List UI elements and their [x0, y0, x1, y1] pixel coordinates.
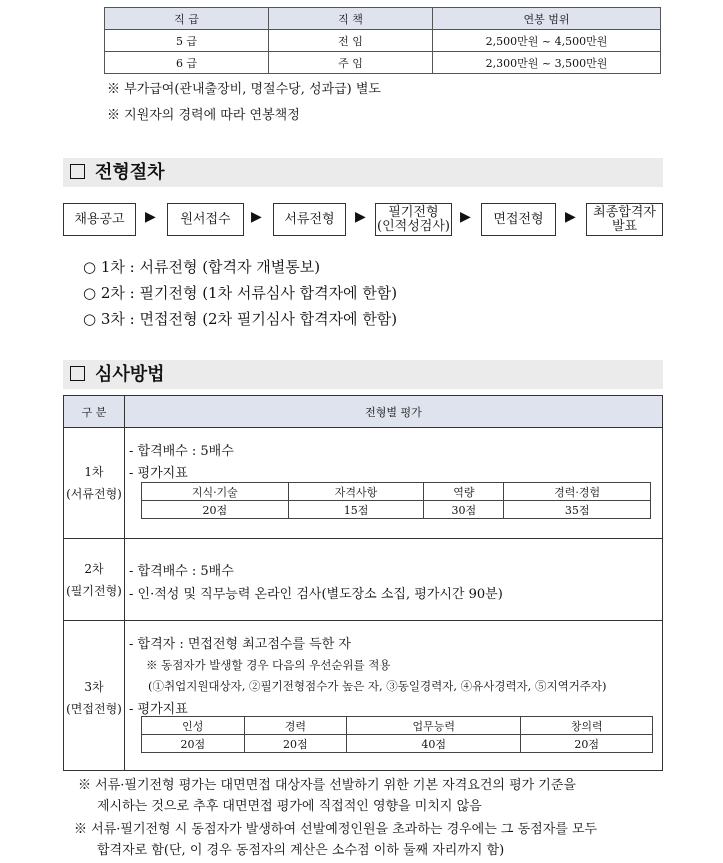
- eval-header-category: 구 분: [64, 396, 124, 428]
- salary-cell: 5 급: [105, 30, 269, 52]
- arrow-right-icon: ▶: [145, 209, 156, 225]
- process-step: [63, 203, 136, 236]
- section-heading-evaluation: [63, 360, 663, 389]
- step-label: 서류전형: [284, 211, 335, 227]
- round3-note: ※ 동점자가 발생할 경우 다음의 우선순위를 적용: [146, 658, 391, 672]
- criteria-cell: 지식·기술: [142, 483, 289, 501]
- section-title: 심사방법: [95, 364, 165, 385]
- step-label: 면접전형: [493, 211, 544, 227]
- score-cell: 15점: [288, 501, 424, 519]
- round3-note: (①취업지원대상자, ②필기전형점수가 높은 자, ③동일경력자, ④유사경력자, ⑤지역거주자): [148, 679, 607, 693]
- table-row: [142, 735, 653, 753]
- arrow-right-icon: ▶: [251, 209, 262, 225]
- eval-header-evaluation: 전형별 평가: [125, 396, 662, 428]
- salary-cell: 전 임: [269, 30, 433, 52]
- round3-line: - 합격자 : 면접전형 최고점수를 득한 자: [129, 637, 351, 652]
- score-cell: 20점: [142, 501, 289, 519]
- footnote: ※ 서류·필기전형 평가는 대면면접 대상자를 선발하기 위한 기본 자격요건의 평가 기준을: [78, 778, 576, 793]
- score-cell: 20점: [521, 735, 653, 753]
- process-step: [273, 203, 346, 236]
- divider: [124, 396, 125, 770]
- round-label: 3차: [84, 680, 104, 694]
- score-cell: 20점: [244, 735, 347, 753]
- arrow-right-icon: ▶: [565, 209, 576, 225]
- score-cell: 35점: [504, 501, 651, 519]
- process-step: [586, 203, 663, 236]
- footnote: 합격자로 함(단, 이 경우 동점자의 계산은 소수점 이하 둘째 자리까지 함): [97, 843, 505, 858]
- arrow-right-icon: ▶: [460, 209, 471, 225]
- stage-item: ○ 1차 : 서류전형 (합격자 개별통보): [83, 258, 321, 276]
- criteria-cell: 창의력: [521, 717, 653, 735]
- stage-item: ○ 2차 : 필기전형 (1차 서류심사 합격자에 한함): [83, 284, 398, 302]
- round2-line: - 인·적성 및 직무능력 온라인 검사(별도장소 소집, 평가시간 90분): [129, 587, 503, 602]
- salary-header-position: 직 책: [269, 8, 433, 30]
- section-heading-process: [63, 158, 663, 187]
- step-sublabel: (인적성검사): [377, 218, 450, 234]
- table-row: [142, 717, 653, 735]
- salary-cell: 2,500만원 ~ 4,500만원: [433, 30, 661, 52]
- score-cell: 20점: [142, 735, 245, 753]
- salary-cell: 2,300만원 ~ 3,500만원: [433, 52, 661, 74]
- stage-item: ○ 3차 : 면접전형 (2차 필기심사 합격자에 한함): [83, 310, 398, 328]
- arrow-right-icon: ▶: [355, 209, 366, 225]
- score-cell: 40점: [347, 735, 521, 753]
- process-step: [167, 203, 244, 236]
- round2-label-cell: [64, 558, 124, 602]
- criteria-cell: 자격사항: [288, 483, 424, 501]
- round3-label-cell: [64, 676, 124, 720]
- salary-cell: 6 급: [105, 52, 269, 74]
- footnote: ※ 서류·필기전형 시 동점자가 발생하여 선발예정인원을 초과하는 경우에는 그 동점자를 모두: [74, 822, 598, 837]
- checkbox-square-icon: [70, 164, 85, 179]
- process-step: [481, 203, 556, 236]
- step-label: 원서접수: [180, 211, 231, 227]
- round1-label-cell: [64, 461, 124, 505]
- round3-line: - 평가지표: [129, 702, 188, 717]
- round-sublabel: (필기전형): [66, 584, 122, 598]
- round-label: 2차: [84, 562, 104, 576]
- round-label: 1차: [84, 465, 104, 479]
- step-sublabel: 발표: [611, 218, 638, 234]
- score-cell: 30점: [424, 501, 504, 519]
- step-label: 채용공고: [74, 211, 125, 227]
- footnote: 제시하는 것으로 추후 대면면접 평가에 직접적인 영향을 미치지 않음: [97, 799, 482, 814]
- round3-criteria-table: [141, 716, 653, 753]
- table-row: [105, 52, 661, 74]
- round-sublabel: (서류전형): [66, 487, 122, 501]
- step-label: 최종합격자: [593, 204, 656, 220]
- table-row: [142, 483, 651, 501]
- round1-line: - 합격배수 : 5배수: [129, 444, 234, 459]
- criteria-cell: 경력·경험: [504, 483, 651, 501]
- round-sublabel: (면접전형): [66, 702, 122, 716]
- section-title: 전형절차: [95, 162, 165, 183]
- round1-criteria-table: [141, 482, 651, 519]
- table-row: [142, 501, 651, 519]
- salary-table: [104, 7, 661, 74]
- divider: [64, 620, 662, 621]
- checkbox-square-icon: [70, 366, 85, 381]
- salary-header-row: [105, 8, 661, 30]
- table-row: [105, 30, 661, 52]
- criteria-cell: 인성: [142, 717, 245, 735]
- salary-header-range: 연봉 범위: [433, 8, 661, 30]
- salary-note: ※ 지원자의 경력에 따라 연봉책정: [107, 108, 300, 123]
- step-label: 필기전형: [388, 204, 439, 220]
- salary-note: ※ 부가급여(관내출장비, 명절수당, 성과급) 별도: [107, 82, 381, 97]
- criteria-cell: 업무능력: [347, 717, 521, 735]
- criteria-cell: 경력: [244, 717, 347, 735]
- process-step: [375, 203, 452, 236]
- salary-header-grade: 직 급: [105, 8, 269, 30]
- round1-line: - 평가지표: [129, 466, 188, 481]
- criteria-cell: 역량: [424, 483, 504, 501]
- salary-cell: 주 임: [269, 52, 433, 74]
- evaluation-table: [63, 395, 663, 771]
- divider: [64, 538, 662, 539]
- round2-line: - 합격배수 : 5배수: [129, 564, 234, 579]
